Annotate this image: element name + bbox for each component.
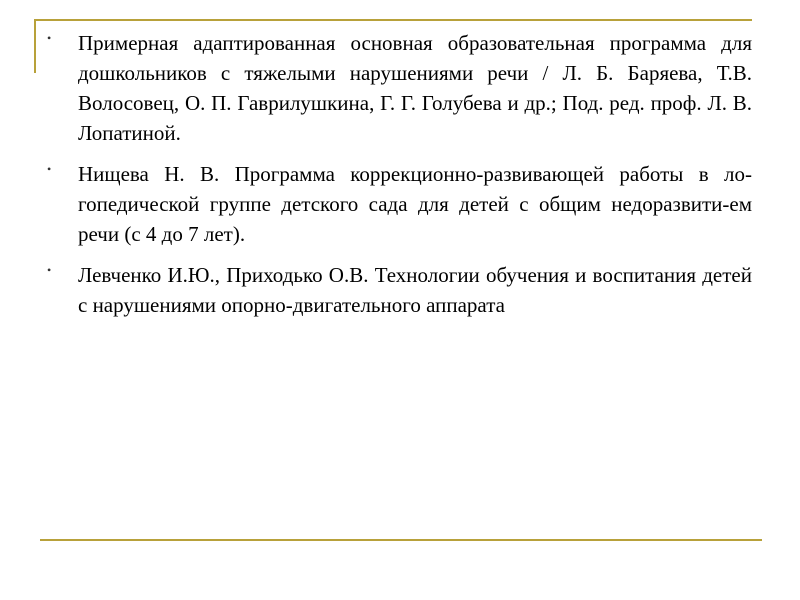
left-accent-line (34, 19, 36, 73)
top-divider-line (34, 19, 752, 21)
bullet-icon: • (47, 162, 52, 176)
list-item (47, 28, 752, 148)
list-item (47, 260, 752, 320)
bullet-list (47, 28, 752, 331)
list-item (47, 159, 752, 249)
bullet-icon: • (47, 31, 52, 45)
bullet-icon: • (47, 263, 52, 277)
list-item-text: Нищева Н. В. Программа коррекционно-развивающей работы в ло-гопедической группе детского сада для детей с общим недоразвити-ем речи (с 4 до 7 лет). (78, 162, 752, 246)
list-item-text: Левченко И.Ю., Приходько О.В. Технологии обучения и воспитания детей с нарушениями опорно-двигательного аппарата (78, 263, 752, 317)
bottom-divider-line (40, 539, 762, 541)
list-item-text: Примерная адаптированная основная образовательная программа для дошкольников с тяжелыми нарушениями речи / Л. Б. Баряева, Т.В. Волосовец, О. П. Гаврилушкина, Г. Г. Голубева и др.; Под. ред. проф. Л. В. Лопатиной. (78, 31, 752, 145)
